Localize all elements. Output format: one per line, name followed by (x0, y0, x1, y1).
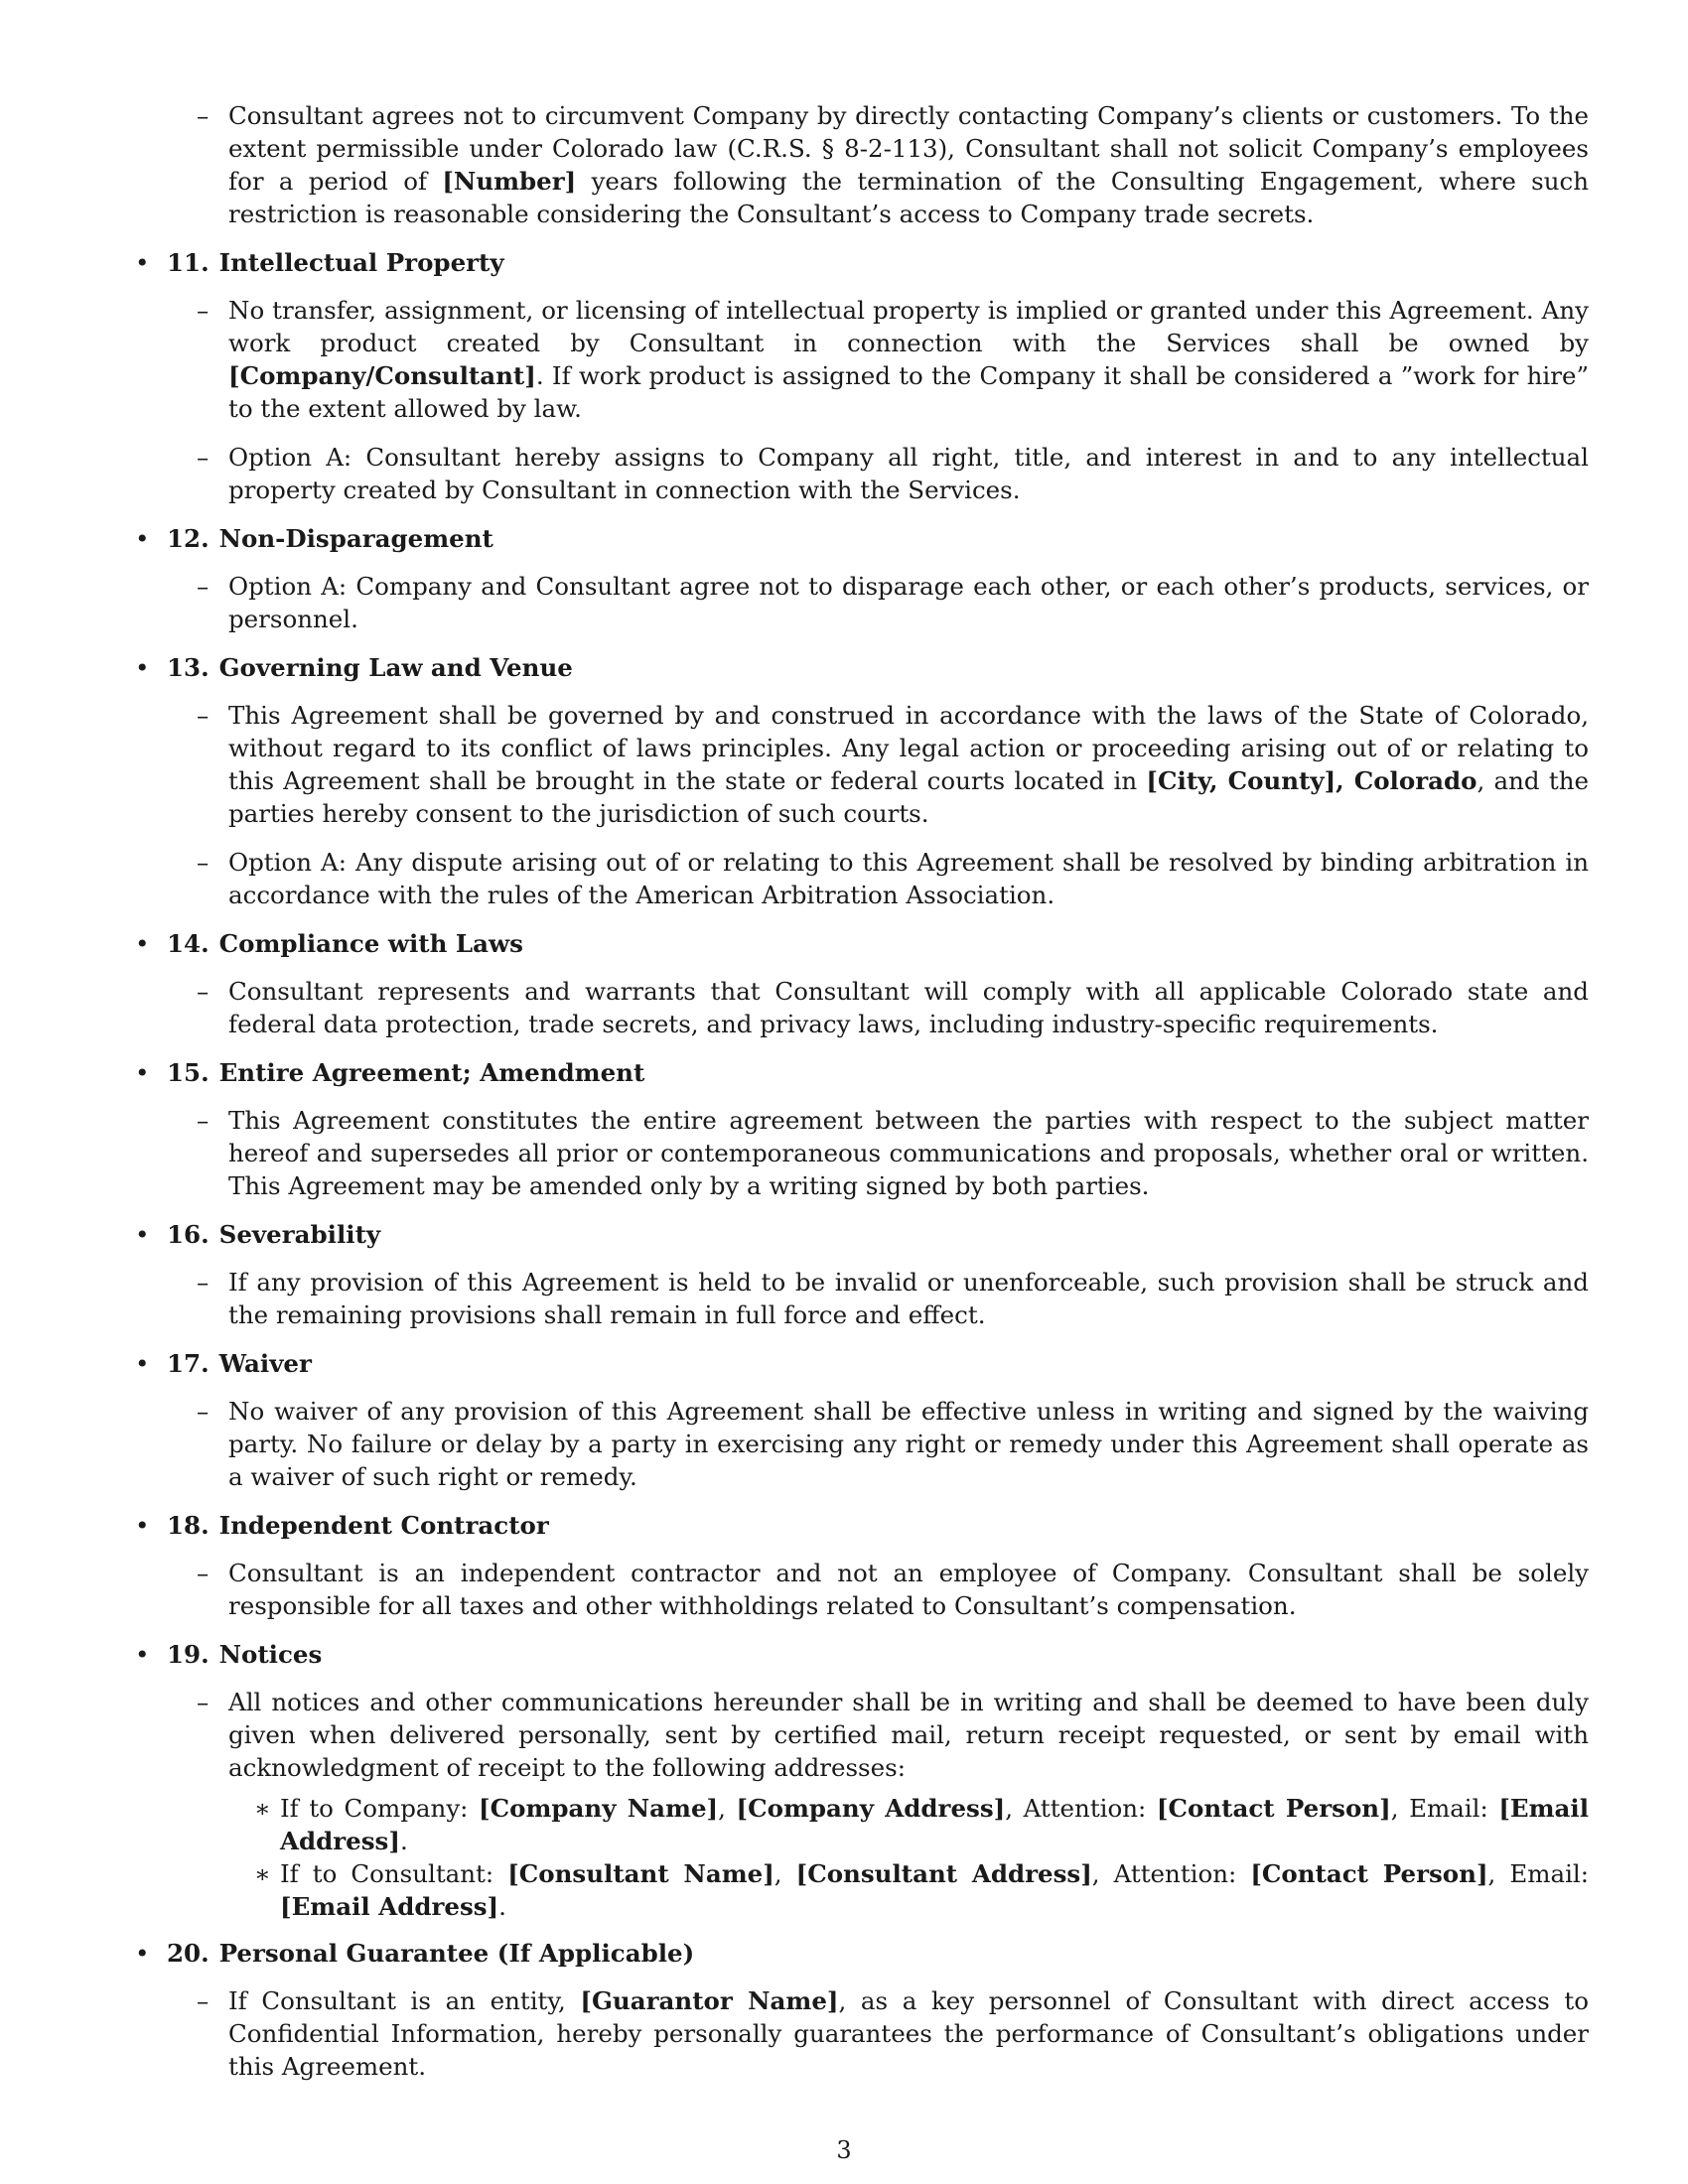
dash-marker: – (197, 296, 210, 325)
section-number: 20. (167, 1939, 210, 1968)
section-number: 18. (167, 1511, 210, 1540)
clause: – Consultant is an independent contractor and not an employee of Company. Consultant shall be solely responsible for all taxes and other withholdings related to Consultant’s compensation. (197, 1559, 1589, 1620)
dash-marker: – (197, 848, 210, 877)
section-number: 15. (167, 1058, 210, 1087)
placeholder-guarantor-name: [Guarantor Name] (580, 1986, 839, 2015)
bullet-icon: • (135, 653, 150, 682)
placeholder-company-address: [Company Address] (736, 1794, 1006, 1823)
placeholder-contact-person: [Contact Person] (1250, 1859, 1488, 1888)
notice-company-item: ∗ If to Company: [Company Name], [Company Address], Attention: [Contact Person], Email: [Email Address]. (254, 1794, 1590, 1855)
clause: – If any provision of this Agreement is held to be invalid or unenforceable, such provision shall be struck and the remaining provisions shall remain in full force and effect. (197, 1268, 1589, 1329)
section-heading (129, 1638, 1589, 1672)
dash-marker: – (197, 1268, 210, 1297)
placeholder-owner: [Company/Consultant] (228, 361, 536, 390)
section-number: 11. (167, 248, 210, 277)
dash-marker: – (197, 443, 210, 472)
asterisk-marker: ∗ (254, 1794, 271, 1823)
dash-marker: – (197, 1688, 210, 1716)
section-heading (129, 1347, 1589, 1381)
placeholder-consultant-name: [Consultant Name] (507, 1859, 774, 1888)
section-12 (129, 522, 1589, 635)
section-number: 17. (167, 1349, 210, 1378)
section-title: Waiver (218, 1349, 312, 1378)
clause: – Consultant represents and warrants that Consultant will comply with all applicable Colorado state and federal data protection, trade secrets, and privacy laws, including industry-specific requirements. (197, 977, 1589, 1038)
placeholder-email-address: [Email Address] (280, 1794, 1590, 1855)
section-title: Notices (218, 1640, 323, 1669)
dash-marker: – (197, 977, 210, 1006)
dash-marker: – (197, 1397, 210, 1426)
dash-marker: – (197, 1986, 210, 2015)
bullet-icon: • (135, 248, 150, 277)
placeholder-email-address: [Email Address] (280, 1892, 499, 1921)
section-18 (129, 1509, 1589, 1622)
clause: – Option A: Consultant hereby assigns to Company all right, title, and interest in and to any intellectual property created by Consultant in connection with the Services. (197, 443, 1589, 504)
bullet-icon: • (135, 929, 150, 958)
bullet-icon: • (135, 1511, 150, 1540)
section-heading (129, 1937, 1589, 1971)
section-19 (129, 1638, 1589, 1923)
clause: – No waiver of any provision of this Agreement shall be effective unless in writing and signed by the waiving party. No failure or delay by a party in exercising any right or remedy under this Agreement shall operate as a waiver of such right or remedy. (197, 1397, 1589, 1491)
section-14 (129, 927, 1589, 1040)
bullet-icon: • (135, 1220, 150, 1249)
dash-marker: – (197, 701, 210, 730)
bullet-icon: • (135, 524, 150, 553)
placeholder-company-name: [Company Name] (479, 1794, 719, 1823)
section-number: 16. (167, 1220, 210, 1249)
section-heading (129, 246, 1589, 280)
page-number: 3 (836, 2136, 852, 2164)
placeholder-number: [Number] (442, 167, 577, 196)
section-title: Intellectual Property (218, 248, 504, 277)
document-body (129, 99, 1589, 2099)
section-20 (129, 1937, 1589, 2083)
section-title: Entire Agreement; Amendment (218, 1058, 645, 1087)
section-title: Independent Contractor (218, 1511, 549, 1540)
section-heading (129, 1056, 1589, 1090)
section-heading (129, 1509, 1589, 1543)
placeholder-consultant-address: [Consultant Address] (795, 1859, 1092, 1888)
bullet-icon: • (135, 1058, 150, 1087)
section-number: 12. (167, 524, 210, 553)
non-solicitation-clause: – Consultant agrees not to circumvent Company by directly contacting Company’s clients or customers. To the extent permissible under Colorado law (C.R.S. § 8-2-113), Consultant shall not solicit Company’s employees for a period of [Number] years following the termination of the Consulting Engagement, where such restriction is reasonable considering the Consultant’s access to Company trade secrets. (197, 101, 1589, 228)
placeholder-contact-person: [Contact Person] (1156, 1794, 1391, 1823)
section-13 (129, 651, 1589, 911)
notice-consultant-item: ∗ If to Consultant: [Consultant Name], [Consultant Address], Attention: [Contact Person], Email: [Email Address]. (254, 1859, 1589, 1921)
section-title: Severability (218, 1220, 381, 1249)
asterisk-marker: ∗ (254, 1859, 271, 1888)
notice-address-list (129, 1792, 1589, 1923)
section-15 (129, 1056, 1589, 1202)
section-title: Personal Guarantee (If Applicable) (218, 1939, 695, 1968)
dash-marker: – (197, 101, 210, 130)
clause: – This Agreement shall be governed by and construed in accordance with the laws of the State of Colorado, without regard to its conflict of laws principles. Any legal action or proceeding arising out of or relating to this Agreement shall be brought in the state or federal courts located in [City, County], Colorado, and the parties hereby consent to the jurisdiction of such courts. (197, 701, 1589, 828)
bullet-icon: • (135, 1939, 150, 1968)
section-title: Governing Law and Venue (218, 653, 573, 682)
section-17 (129, 1347, 1589, 1493)
section-heading (129, 1218, 1589, 1252)
section-heading (129, 522, 1589, 556)
bullet-icon: • (135, 1349, 150, 1378)
placeholder-venue: [City, County], Colorado (1146, 766, 1477, 795)
section-title: Compliance with Laws (218, 929, 523, 958)
bullet-icon: • (135, 1640, 150, 1669)
section-heading (129, 651, 1589, 685)
section-number: 13. (167, 653, 210, 682)
clause: – This Agreement constitutes the entire agreement between the parties with respect to the subject matter hereof and supersedes all prior or contemporaneous communications and proposals, whether oral or written. This Agreement may be amended only by a writing signed by both parties. (197, 1106, 1589, 1200)
clause: – Option A: Any dispute arising out of or relating to this Agreement shall be resolved by binding arbitration in accordance with the rules of the American Arbitration Association. (197, 848, 1589, 909)
section-title: Non-Disparagement (218, 524, 493, 553)
dash-marker: – (197, 1106, 210, 1135)
clause: – No transfer, assignment, or licensing of intellectual property is implied or granted under this Agreement. Any work product created by Consultant in connection with the Services shall be owned by [Company/Consultant]. If work product is assigned to the Company it shall be considered a ”work for hire” to the extent allowed by law. (197, 296, 1589, 423)
section-number: 19. (167, 1640, 210, 1669)
section-16 (129, 1218, 1589, 1331)
dash-marker: – (197, 572, 210, 601)
section-heading (129, 927, 1589, 961)
clause: – Option A: Company and Consultant agree not to disparage each other, or each other’s products, services, or personnel. (197, 572, 1589, 633)
clause: – All notices and other communications hereunder shall be in writing and shall be deemed to have been duly given when delivered personally, sent by certified mail, return receipt requested, or sent by email with acknowledgment of receipt to the following addresses: (197, 1688, 1589, 1782)
clause: – If Consultant is an entity, [Guarantor Name], as a key personnel of Consultant with direct access to Confidential Information, hereby personally guarantees the performance of Consultant’s obligations under this Agreement. (197, 1986, 1589, 2081)
section-number: 14. (167, 929, 210, 958)
dash-marker: – (197, 1559, 210, 1587)
section-11 (129, 246, 1589, 506)
